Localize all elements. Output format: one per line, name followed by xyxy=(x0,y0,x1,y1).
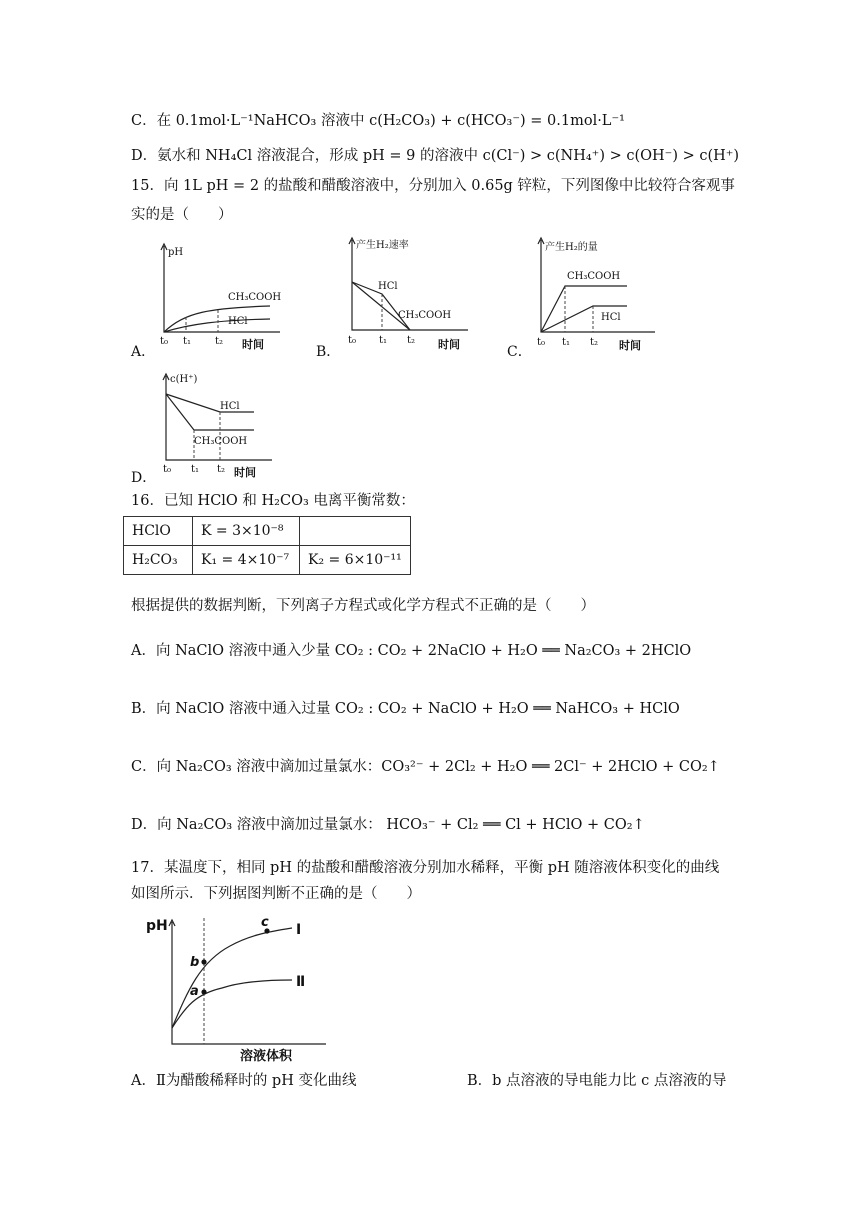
figd-t2: t₂ xyxy=(217,464,226,475)
q15-label-c: C． xyxy=(507,344,532,360)
figc-t1: t₁ xyxy=(562,337,571,348)
figb-t0: t₀ xyxy=(348,335,357,346)
q17-option-b: B．b 点溶液的导电能力比 c 点溶液的导 xyxy=(467,1073,727,1089)
figa-t1: t₁ xyxy=(183,336,192,347)
table-row xyxy=(124,546,411,575)
q15-figure-c xyxy=(527,232,667,354)
table-cell: K₁ = 4×10⁻⁷ xyxy=(193,546,300,575)
q15-stem-line1: 15．向 1L pH = 2 的盐酸和醋酸溶液中，分别加入 0.65g 锌粒，下列图像中比较符合客观事 xyxy=(131,178,735,194)
q15-figure-a xyxy=(150,240,290,355)
q17-option-a: A．Ⅱ为醋酸稀释时的 pH 变化曲线 xyxy=(131,1073,357,1089)
fig17-curve2: Ⅱ xyxy=(296,974,306,990)
fig17-point-c: c xyxy=(261,915,269,930)
table-cell: H₂CO₃ xyxy=(124,546,193,575)
figd-upper: HCl xyxy=(220,401,240,412)
q15-figure-d xyxy=(154,368,279,480)
figc-upper: CH₃COOH xyxy=(567,271,621,282)
table-cell: K₂ = 6×10⁻¹¹ xyxy=(300,546,411,575)
q16-option-c: C．向 Na₂CO₃ 溶液中滴加过量氯水：CO₃²⁻ + 2Cl₂ + H₂O ══ 2Cl⁻ + 2HClO + CO₂↑ xyxy=(131,759,720,775)
table-cell xyxy=(300,517,411,546)
q17-figure xyxy=(140,910,340,1065)
q16-option-a: A．向 NaClO 溶液中通入少量 CO₂ : CO₂ + 2NaClO + H₂O ══ Na₂CO₃ + 2HClO xyxy=(131,643,692,659)
figd-t0: t₀ xyxy=(163,464,172,475)
figa-ylabel: pH xyxy=(168,247,184,258)
q15-label-d: D． xyxy=(131,470,157,486)
fig17-point-a: a xyxy=(190,984,199,999)
figb-lower: CH₃COOH xyxy=(398,310,452,321)
q14-option-c: C．在 0.1mol·L⁻¹NaHCO₃ 溶液中 c(H₂CO₃) + c(HCO₃⁻) = 0.1mol·L⁻¹ xyxy=(131,113,625,129)
q15-stem-line2: 实的是（ ） xyxy=(131,207,233,223)
fig17-curve1: Ⅰ xyxy=(296,922,302,938)
figc-ylabel: 产生H₂的量 xyxy=(545,242,598,253)
table-row xyxy=(124,517,411,546)
figa-upper: CH₃COOH xyxy=(228,292,282,303)
table-cell: HClO xyxy=(124,517,193,546)
q16-stem: 16．已知 HClO 和 H₂CO₃ 电离平衡常数： xyxy=(131,493,415,509)
figd-t1: t₁ xyxy=(191,464,200,475)
figc-xlabel: 时间 xyxy=(619,339,641,352)
figd-lower: CH₃COOH xyxy=(194,436,248,447)
figb-ylabel: 产生H₂速率 xyxy=(356,240,409,251)
q17-stem-line1: 17．某温度下，相同 pH 的盐酸和醋酸溶液分别加水稀释，平衡 pH 随溶液体积变化的曲线 xyxy=(131,860,720,876)
figc-t0: t₀ xyxy=(537,337,546,348)
q17-stem-line2: 如图所示．下列据图判断不正确的是（ ） xyxy=(131,886,421,902)
figb-upper: HCl xyxy=(378,281,398,292)
q14-option-d: D．氨水和 NH₄Cl 溶液混合，形成 pH = 9 的溶液中 c(Cl⁻) > c(NH₄⁺) > c(OH⁻) > c(H⁺) xyxy=(131,148,740,164)
figd-ylabel: c(H⁺) xyxy=(170,374,198,385)
figc-t2: t₂ xyxy=(590,337,599,348)
q16-question: 根据提供的数据判断，下列离子方程式或化学方程式不正确的是（ ） xyxy=(131,598,595,614)
figa-t0: t₀ xyxy=(160,336,169,347)
figa-t2: t₂ xyxy=(215,336,224,347)
figa-xlabel: 时间 xyxy=(242,338,264,351)
fig17-ylabel: pH xyxy=(146,918,168,934)
ionization-constant-table xyxy=(123,516,411,575)
figb-t2: t₂ xyxy=(407,335,416,346)
fig17-point-b: b xyxy=(190,955,200,970)
table-cell: K = 3×10⁻⁸ xyxy=(193,517,300,546)
fig17-xlabel: 溶液体积 xyxy=(240,1049,293,1064)
figd-xlabel: 时间 xyxy=(234,466,256,479)
q15-label-a: A． xyxy=(131,344,156,360)
figb-t1: t₁ xyxy=(379,335,388,346)
q16-option-b: B．向 NaClO 溶液中通入过量 CO₂ : CO₂ + NaClO + H₂O ══ NaHCO₃ + HClO xyxy=(131,701,680,717)
figa-lower: HCl xyxy=(228,316,248,327)
figb-xlabel: 时间 xyxy=(438,338,460,351)
q15-label-b: B． xyxy=(316,344,341,360)
figc-lower: HCl xyxy=(601,312,621,323)
q16-option-d: D．向 Na₂CO₃ 溶液中滴加过量氯水： HCO₃⁻ + Cl₂ ══ Cl + HClO + CO₂↑ xyxy=(131,817,645,833)
q15-figure-b xyxy=(338,232,478,354)
